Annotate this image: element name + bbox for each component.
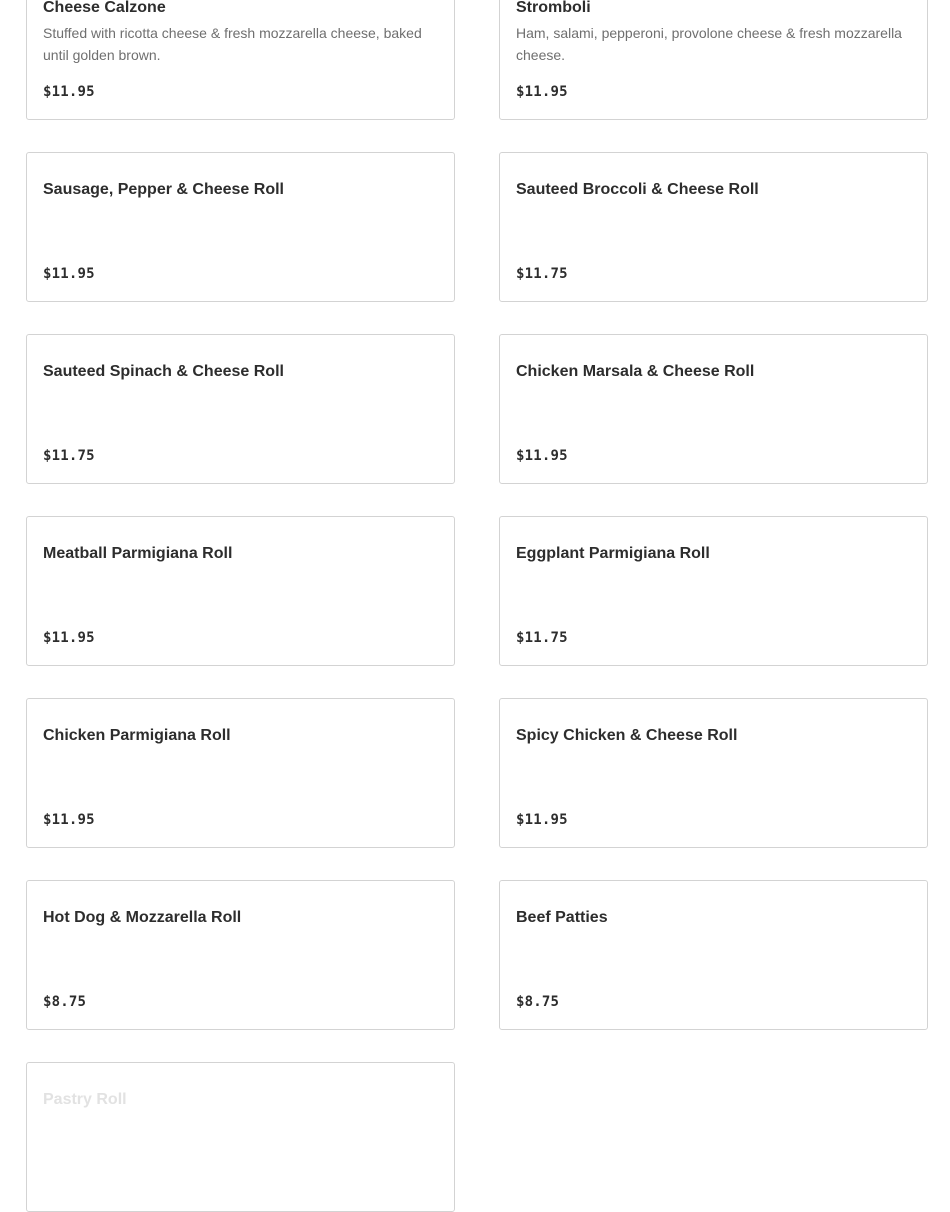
- menu-item-name: Sauteed Spinach & Cheese Roll: [43, 363, 284, 380]
- menu-item-name: Eggplant Parmigiana Roll: [516, 545, 710, 562]
- menu-item-grid: [26, 0, 928, 1212]
- menu-item-name: Cheese Calzone: [43, 0, 166, 16]
- menu-item-name: Stromboli: [516, 0, 591, 16]
- menu-item-price: $11.95: [516, 812, 568, 828]
- menu-item-card[interactable]: [499, 0, 928, 120]
- menu-item-name: Meatball Parmigiana Roll: [43, 545, 233, 562]
- menu-item-price: $8.75: [516, 994, 560, 1010]
- menu-item-name: Spicy Chicken & Cheese Roll: [516, 727, 738, 744]
- menu-item-card[interactable]: [26, 0, 455, 120]
- menu-item-card[interactable]: [26, 334, 455, 484]
- menu-item-price: $11.95: [43, 630, 95, 646]
- menu-item-name: Beef Patties: [516, 909, 608, 926]
- menu-item-card[interactable]: [499, 880, 928, 1030]
- menu-item-price: $11.95: [516, 448, 568, 464]
- menu-item-card[interactable]: [26, 516, 455, 666]
- menu-item-description: Stuffed with ricotta cheese & fresh mozzarella cheese, baked until golden brown.: [43, 25, 422, 63]
- menu-item-card[interactable]: [499, 516, 928, 666]
- menu-item-name: Sauteed Broccoli & Cheese Roll: [516, 181, 759, 198]
- menu-item-price: $11.95: [43, 812, 95, 828]
- menu-item-card[interactable]: [26, 880, 455, 1030]
- menu-item-price: $8.75: [43, 994, 87, 1010]
- menu-item-card[interactable]: [26, 1062, 455, 1212]
- menu-item-card[interactable]: [499, 698, 928, 848]
- menu-item-name: Sausage, Pepper & Cheese Roll: [43, 181, 284, 198]
- menu-item-price: $11.95: [43, 84, 95, 100]
- menu-item-price: $11.75: [516, 266, 568, 282]
- menu-item-price: $11.75: [43, 448, 95, 464]
- menu-item-description: Ham, salami, pepperoni, provolone cheese & fresh mozzarella cheese.: [516, 25, 902, 63]
- menu-item-price: $11.75: [516, 630, 568, 646]
- menu-item-card[interactable]: [499, 152, 928, 302]
- menu-item-card[interactable]: [26, 152, 455, 302]
- menu-item-card[interactable]: [499, 334, 928, 484]
- menu-item-price: $11.95: [43, 266, 95, 282]
- menu-item-price: $11.95: [516, 84, 568, 100]
- menu-item-name: Chicken Parmigiana Roll: [43, 727, 231, 744]
- menu-item-name: Hot Dog & Mozzarella Roll: [43, 909, 242, 926]
- menu-item-name: Chicken Marsala & Cheese Roll: [516, 363, 755, 380]
- menu-item-name: Pastry Roll: [43, 1091, 127, 1108]
- menu-item-card[interactable]: [26, 698, 455, 848]
